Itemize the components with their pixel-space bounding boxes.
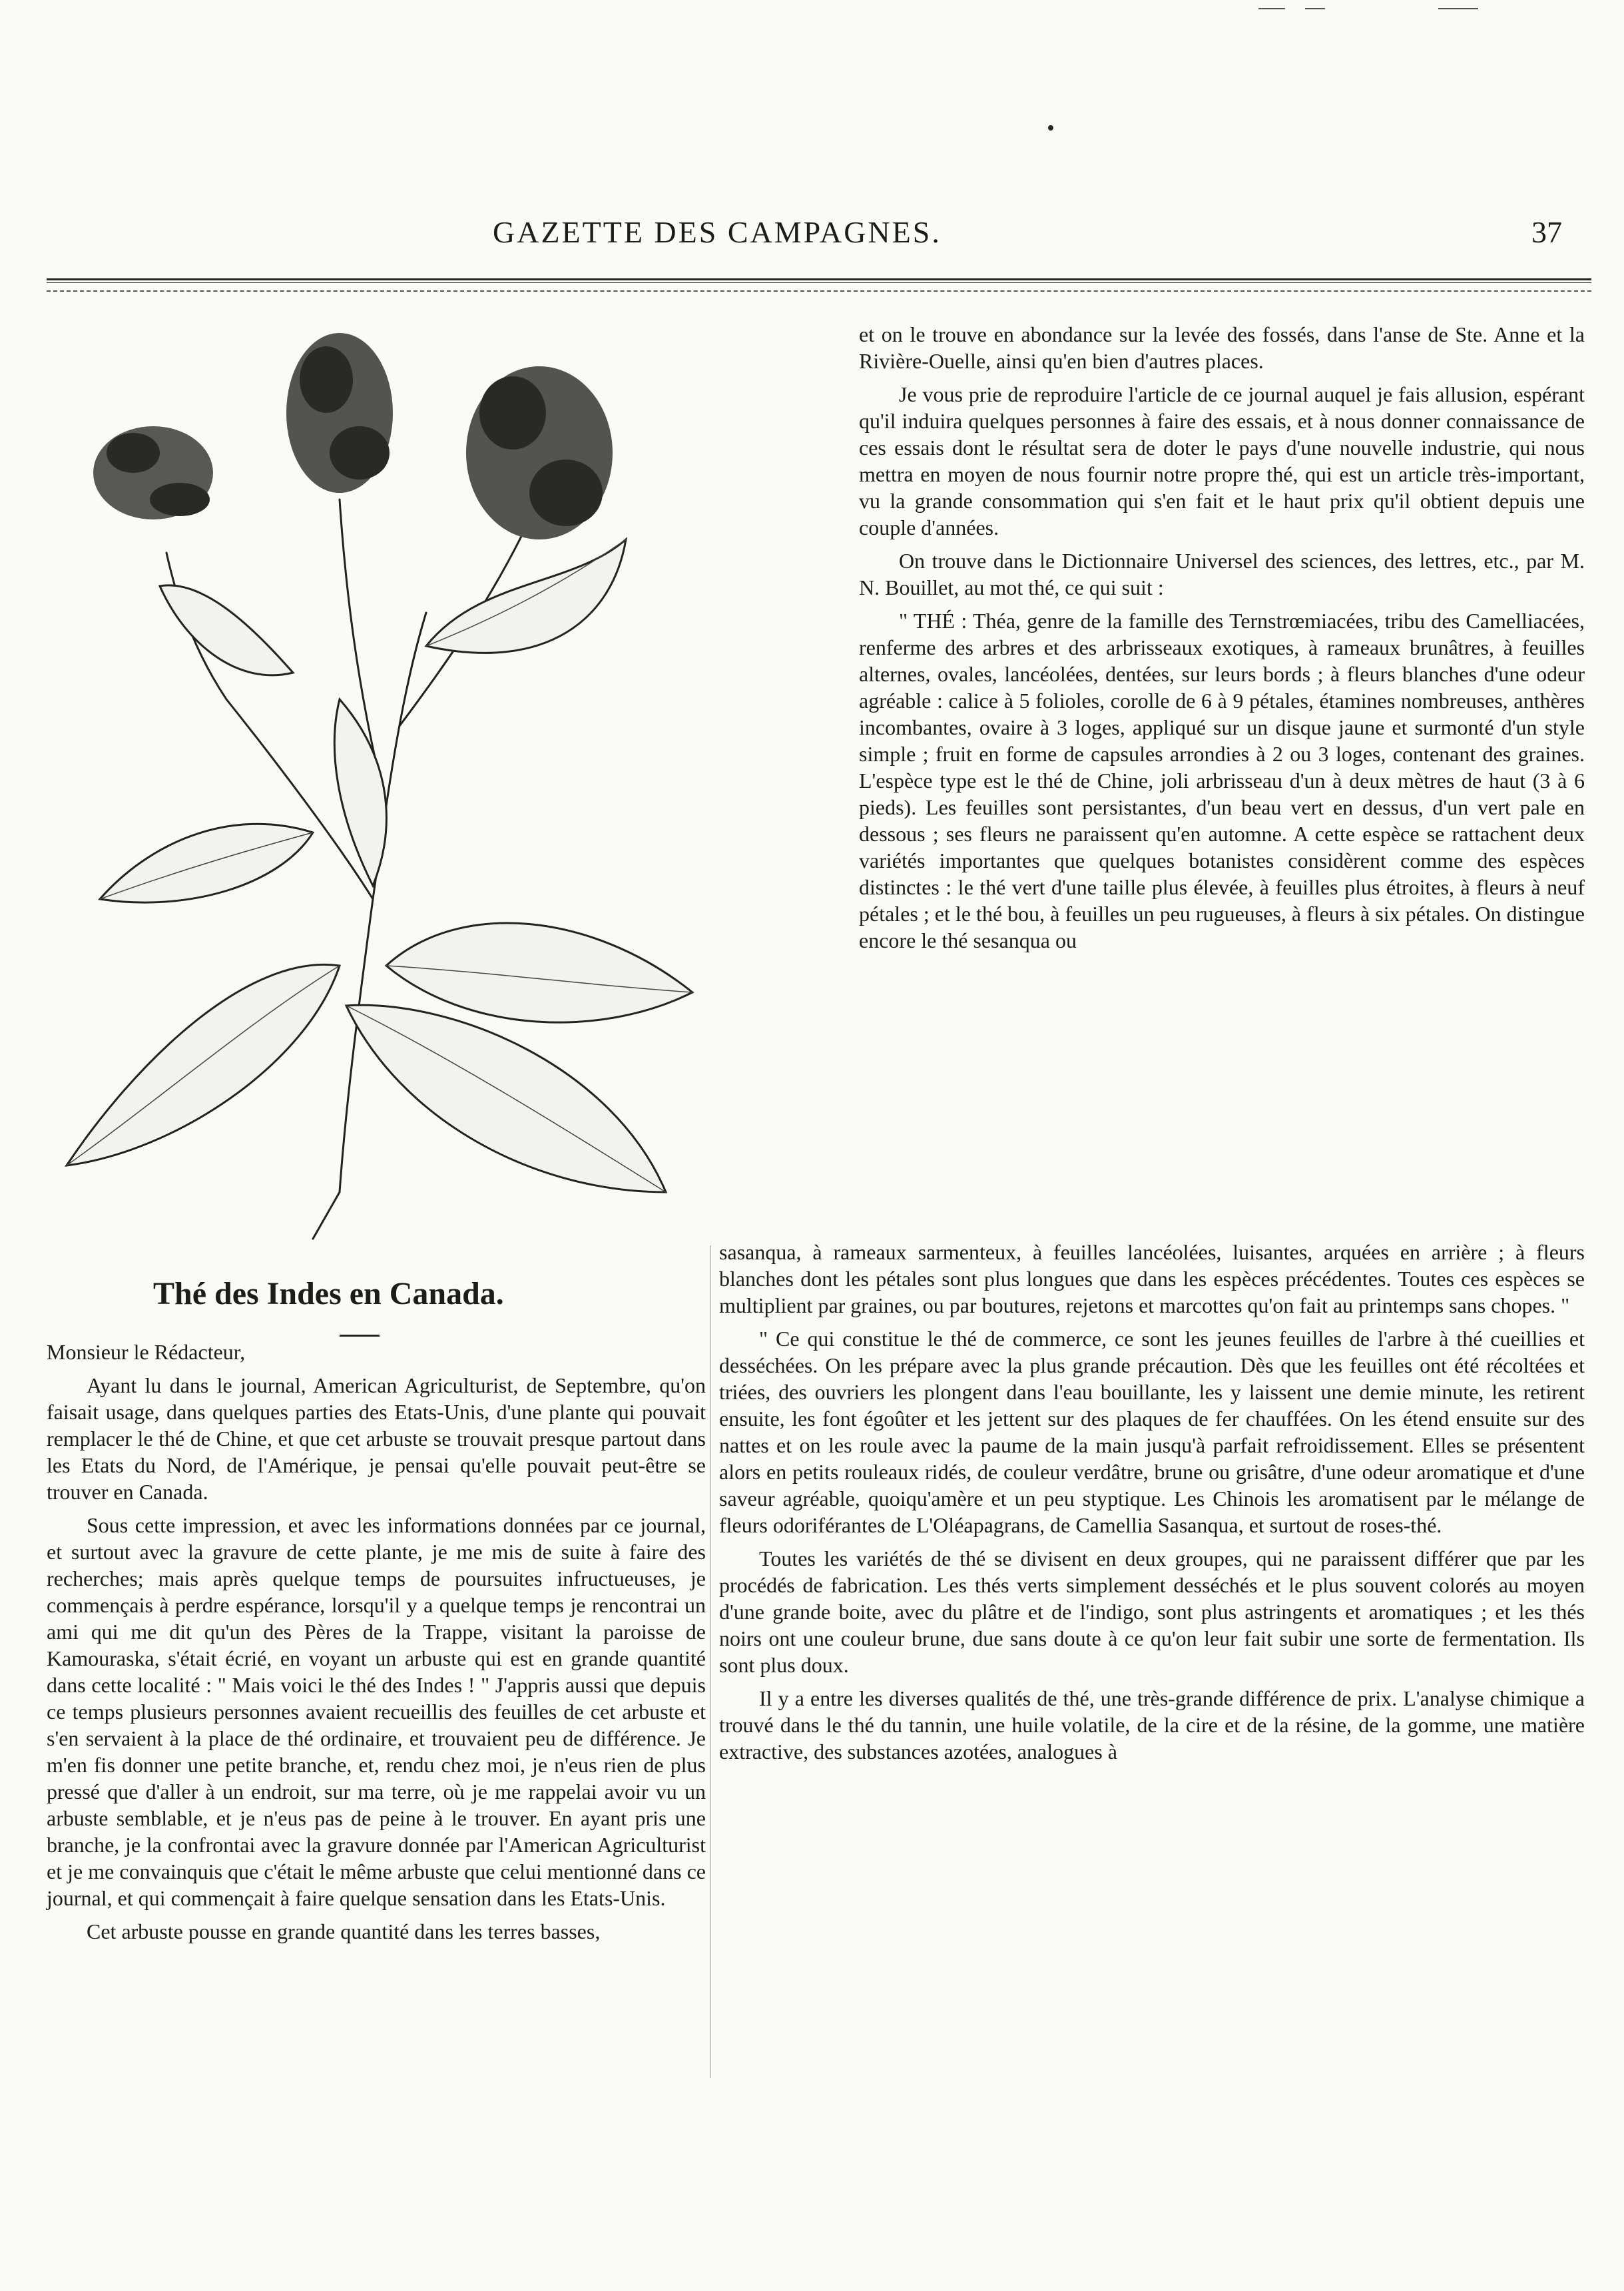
right-paragraph: On trouve dans le Dictionnaire Universel des sciences, des lettres, etc., par M. N. Bouillet, au mot thé, ce qui suit : (859, 549, 1585, 599)
flower-cluster-middle (286, 333, 393, 493)
header-rule-dashed (47, 290, 1591, 292)
left-paragraph: Sous cette impression, et avec les informations données par ce journal, et surtout avec la gravure de cette plante, je me mis de suite à faire des recherches; mais après quelque temps de poursuites infructueuses, je commençais à perdre espérance, lorsqu'il y a quelque temps je rencontrai un ami qui me dit qu'un des Pères de la Trappe, visitant la paroisse de Kamouraska, s'était écrié, en voyant un arbuste qui est en grande quantité dans cette localité : " Mais voici le thé des Indes ! " J'appris aussi que depuis ce temps plusieurs personnes avaient recueillis des feuilles de cet arbuste et s'en servaient à la place de thé ordinaire, et trouvaient peu de différence. Je m'en fis donner une petite branche, et, rendu chez moi, je n'eus rien de plus pressé que d'aller à un endroit, sur ma terre, où je me rappelai avoir vu un arbuste semblable, et je n'eus pas de peine à le trouver. En ayant pris une branche, je la confrontai avec la gravure donnée par l'American Agriculturist et je me convainquis que c'était le même arbuste que celui mentionné dans ce journal, et qui commençait à faire quelque sensation dans les Etats-Unis. (47, 1513, 706, 1910)
salutation: Monsieur le Rédacteur, (47, 1340, 246, 1364)
leaf-center-upright (334, 699, 386, 886)
right-paragraph: " Ce qui constitue le thé de commerce, ce sont les jeunes feuilles de l'arbre à thé cueillies et desséchées. On les prépare avec la plus grande précaution. Dès que les feuilles ont été récoltées et triées, des ouvriers les plongent dans l'eau bouillante, les y laissent une demie minute, les retirent ensuite, les font égoûter et les jettent sur des plaques de fer chauffées. On les étend ensuite sur des nattes et on les roule avec la paume de la main jusqu'à parfait refroidissement. Elles se présentent alors en petits rouleaux ridés, de couleur verdâtre, brune ou grisâtre, d'une odeur aromatique et d'une saveur agréable, quoiqu'amère et un peu styptique. Les Chinois les aromatisent par le mélange de fleurs odoriférantes de L'Oléapagrans, de Camellia Sasanqua, et surtout de roses-thé. (719, 1327, 1585, 1537)
right-column-lower (719, 1239, 1585, 1772)
header-rule (47, 278, 1591, 283)
left-paragraph: Cet arbuste pousse en grande quantité dans les terres basses, (87, 1919, 601, 1943)
page-number: 37 (1531, 215, 1562, 249)
leaf-upper-left (160, 585, 293, 675)
page-header-title: GAZETTE DES CAMPAGNES. (493, 215, 942, 249)
leaf-bottom-large (346, 1005, 666, 1192)
top-right-dash-1 (1258, 8, 1285, 9)
leaf-upper-right (426, 539, 626, 653)
right-paragraph: sasanqua, à rameaux sarmenteux, à feuilles lancéolées, luisantes, arquées en arrière ; à fleurs blanches dont les pétales sont plus longues que dans les espèces précédentes. Toutes ces espèces se multiplient par graines, ou par boutures, rejetons et marcottes qu'on fait au printemps sans chopes. " (719, 1240, 1585, 1317)
leaf-right-large (386, 923, 692, 1022)
right-column-upper (859, 321, 1585, 960)
quote-paragraph: " THÉ : Théa, genre de la famille des Ternstrœmiacées, tribu des Camelliacées, renferme des arbres et des arbrisseaux exotiques, à rameaux brunâtres, à feuilles alternes, ovales, lancéolées, dentées, sur leurs bords ; à fleurs blanches d'une odeur agréable : calice à 5 folioles, corolle de 6 à 9 pétales, étamines nombreuses, anthères incombantes, ovaire à 3 loges, appliqué sur un disque jaune et surmonté d'un style simple ; fruit en forme de capsules arrondies à 2 ou 3 loges, contenant des graines. L'espèce type est le thé de Chine, joli arbrisseau d'un à deux mètres de haut (3 à 6 pieds). Les feuilles sont persistantes, d'un beau vert en dessus, d'un vert pale en dessous ; ses fleurs ne paraissent qu'en automne. A cette espèce se rattachent deux variétés importantes que quelques botanistes considèrent comme des espèces distinctes : le thé vert d'une taille plus élevée, à feuilles plus étroites, à fleurs à neuf pétales ; et le thé bou, à feuilles un peu rugueuses, à fleurs à six pétales. On distingue encore le thé sesanqua ou (859, 609, 1585, 952)
right-paragraph: Je vous prie de reproduire l'article de ce journal auquel je fais allusion, espérant qu'il induira quelques personnes à faire des essais, et à nous donner connaissance de ces essais dont le résultat sera de doter le pays d'une nouvelle industrie, qui nous mettra en moyen de nous fournir notre propre thé, qui est un article très-important, vu la grande consommation qui s'en fait et le haut prix qu'il obtient depuis une couple d'années. (859, 382, 1585, 539)
left-paragraph: Ayant lu dans le journal, American Agriculturist, de Septembre, qu'on faisait usage, dans quelques parties des Etats-Unis, d'une plante qui pouvait remplacer le thé de Chine, et que cet arbuste se trouvait presque partout dans les Etats du Nord, de l'Amérique, je pensai qu'elle pouvait peut-être se trouver en Canada. (47, 1373, 706, 1504)
ink-dot (1048, 125, 1053, 131)
tea-plant-illustration (27, 300, 719, 1245)
title-separator (340, 1335, 380, 1337)
top-right-dash-2 (1305, 8, 1325, 9)
right-paragraph: et on le trouve en abondance sur la levée des fossés, dans l'anse de Ste. Anne et la Rivière-Ouelle, ainsi qu'en bien d'autres places. (859, 322, 1585, 373)
article-title: Thé des Indes en Canada. (153, 1276, 504, 1311)
right-paragraph: Toutes les variétés de thé se divisent en deux groupes, qui ne paraissent différer que par les procédés de fabrication. Les thés verts simplement desséchés et le plus souvent colorés au moyen d'une grande boite, avec du plâtre et de l'indigo, sont plus astringents et aromatiques ; et les thés noirs ont une couleur brune, due sans doute à ce qu'on leur fait subir une sorte de fermentation. Ils sont plus doux. (719, 1546, 1585, 1677)
left-column (47, 1339, 706, 1951)
top-right-dash-3 (1438, 8, 1478, 9)
flower-cluster-left (93, 426, 213, 519)
right-paragraph: Il y a entre les diverses qualités de thé, une très-grande différence de prix. L'analyse chimique a trouvé dans le thé du tannin, une huile volatile, de la cire et de la résine, de la gomme, une matière extractive, des substances azotées, analogues à (719, 1686, 1585, 1764)
flower-cluster-right (466, 366, 613, 539)
